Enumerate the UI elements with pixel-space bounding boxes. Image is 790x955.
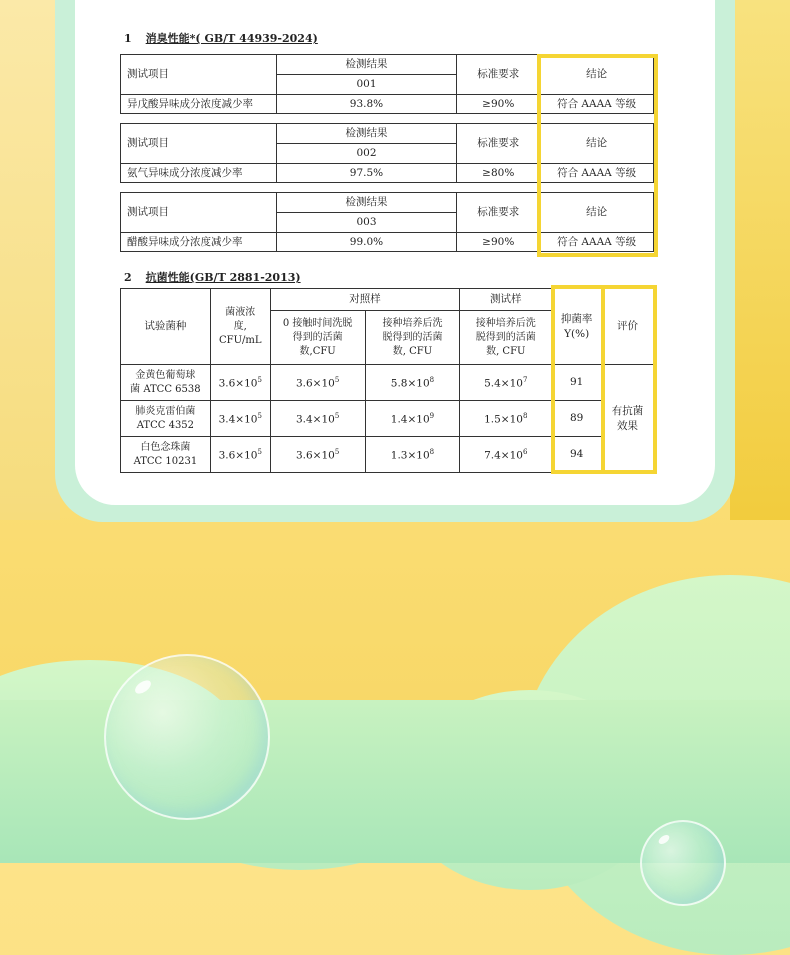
bubble-large: [104, 654, 270, 820]
strain-name: 白色念珠菌 ATCC 10231: [121, 437, 211, 473]
strain-name: 金黄色葡萄球 菌 ATCC 6538: [121, 365, 211, 401]
header-conclusion: 结论: [540, 55, 654, 95]
rate-highlight: [551, 285, 605, 474]
test-item: 氨气异味成分浓度减少率: [121, 164, 277, 183]
rate-value: 89: [552, 401, 602, 437]
control-0h-value: $3.6\times 10^5$: [270, 437, 365, 473]
header-conclusion: 结论: [540, 124, 654, 164]
bubble-small: [640, 820, 726, 906]
header-result: 检测结果: [276, 193, 457, 213]
header-standard: 标准要求: [457, 55, 540, 95]
section1-title-text: 消臭性能*( GB/T 44939-2024): [145, 32, 318, 45]
header-standard: 标准要求: [457, 124, 540, 164]
evaluation-value: 有抗菌 效果: [602, 365, 654, 473]
header-control-0h: 0 接触时间洗脱 得到的活菌 数,CFU: [270, 311, 365, 365]
test-standard: ≥90%: [457, 233, 540, 252]
test-conclusion: 符合 AAAA 等级: [540, 164, 654, 183]
control-cultured-value: $1.4\times 10^9$: [365, 401, 460, 437]
header-item: 测试项目: [121, 193, 277, 233]
sample-id: 001: [276, 75, 457, 95]
test-value: 97.5%: [276, 164, 457, 183]
header-result: 检测结果: [276, 124, 457, 144]
evaluation-highlight: [601, 285, 657, 474]
test-conclusion: 符合 AAAA 等级: [540, 233, 654, 252]
header-item: 测试项目: [121, 124, 277, 164]
control-cultured-value: $5.8\times 10^8$: [365, 365, 460, 401]
test-cultured-value: $5.4\times 10^7$: [460, 365, 552, 401]
test-item: 醋酸异味成分浓度减少率: [121, 233, 277, 252]
header-evaluation: 评价: [602, 289, 654, 365]
section1-title: [124, 30, 318, 46]
section2-number: 2: [124, 271, 132, 284]
test-item: 异戊酸异味成分浓度减少率: [121, 95, 277, 114]
control-0h-value: $3.4\times 10^5$: [270, 401, 365, 437]
header-concentration: 菌液浓 度, CFU/mL: [210, 289, 270, 365]
test-conclusion: 符合 AAAA 等级: [540, 95, 654, 114]
header-conclusion: 结论: [540, 193, 654, 233]
section2-title-text: 抗菌性能(GB/T 2881-2013): [145, 271, 301, 284]
header-test: 测试样: [460, 289, 552, 311]
header-test-cultured: 接种培养后洗 脱得到的活菌 数, CFU: [460, 311, 552, 365]
section2-title: [124, 269, 301, 285]
section1-number: 1: [124, 32, 132, 45]
conc-value: $3.4\times 10^5$: [210, 401, 270, 437]
header-item: 测试项目: [121, 55, 277, 95]
test-standard: ≥80%: [457, 164, 540, 183]
test-value: 93.8%: [276, 95, 457, 114]
header-control: 对照样: [270, 289, 460, 311]
conclusion-highlight: [537, 54, 658, 257]
header-standard: 标准要求: [457, 193, 540, 233]
rate-value: 94: [552, 437, 602, 473]
control-0h-value: $3.6\times 10^5$: [270, 365, 365, 401]
sample-id: 002: [276, 144, 457, 164]
conc-value: $3.6\times 10^5$: [210, 365, 270, 401]
header-strain: 试验菌种: [121, 289, 211, 365]
test-cultured-value: $1.5\times 10^8$: [460, 401, 552, 437]
sample-id: 003: [276, 213, 457, 233]
header-result: 检测结果: [276, 55, 457, 75]
rate-value: 91: [552, 365, 602, 401]
header-control-cultured: 接种培养后洗 脱得到的活菌 数, CFU: [365, 311, 460, 365]
test-standard: ≥90%: [457, 95, 540, 114]
control-cultured-value: $1.3\times 10^8$: [365, 437, 460, 473]
header-rate: 抑菌率 Y(%): [552, 289, 602, 365]
conc-value: $3.6\times 10^5$: [210, 437, 270, 473]
strain-name: 肺炎克雷伯菌 ATCC 4352: [121, 401, 211, 437]
test-value: 99.0%: [276, 233, 457, 252]
test-cultured-value: $7.4\times 10^6$: [460, 437, 552, 473]
